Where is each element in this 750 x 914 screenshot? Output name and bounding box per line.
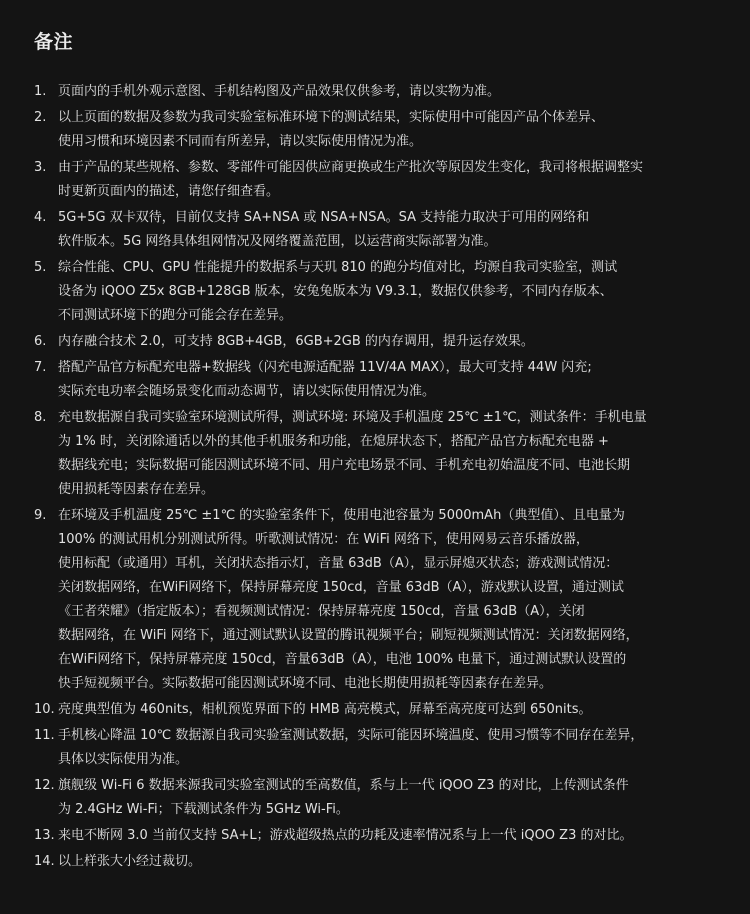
note-item — [34, 356, 720, 404]
note-item — [34, 504, 720, 696]
page-title: 备注 — [34, 31, 74, 53]
note-text: 在环境及手机温度 25℃ ±1℃ 的实验室条件下，使用电池容量为 5000mAh（典型值）、且电量为 100% 的测试用机分别测试所得。听歌测试情况：在 WiFi 网络下，使用网易云音乐播放器， 使用标配（或通用）耳机，关闭状态指示灯，音量 63dB（A），显示屏熄灭状态；游戏测试情况： 关闭数据网络，在WiFi网络下，保持屏幕亮度 150cd，音量 63dB（A），游戏默认设置，通过测试 《王者荣耀》（指定版本）；看视频测试情况：保持屏幕亮度 150cd，音量 63dB（A），关闭 数据网络，在 WiFi 网络下，通过测试默认设置的腾讯视频平台；刷短视频测试情况：关闭数据网络， 在WiFi网络下，保持屏幕亮度 150cd，音量63dB（A），电池 100% 电量下，通过测试默认设置的 快手短视频平台。实际数据可能因测试环境不同、电池长期使用损耗等因素存在差异。 — [58, 508, 639, 691]
note-text: 内存融合技术 2.0，可支持 8GB+4GB，6GB+2GB 的内存调用，提升运存效果。 — [58, 334, 534, 349]
note-number: 6. — [34, 334, 47, 349]
note-number: 14. — [34, 854, 55, 869]
note-number: 9. — [34, 508, 47, 523]
note-text: 充电数据源自我司实验室环境测试所得，测试环境: 环境及手机温度 25℃ ±1℃，测试条件：手机电量 为 1% 时，关闭除通话以外的其他手机服务和功能，在熄屏状态下，搭配产品官方标配充电器 + 数据线充电；实际数据可能因测试环境不同、用户充电场景不同、手机充电初始温度不同、电池长期 使用损耗等因素存在差异。 — [58, 410, 647, 497]
note-item — [34, 698, 720, 722]
note-item — [34, 406, 720, 502]
note-text: 旗舰级 Wi-Fi 6 数据来源我司实验室测试的至高数值，系与上一代 iQOO Z3 的对比，上传测试条件 为 2.4GHz Wi-Fi；下载测试条件为 5GHz Wi-Fi。 — [58, 778, 629, 817]
note-number: 7. — [34, 360, 47, 375]
note-number: 8. — [34, 410, 47, 425]
note-item — [34, 724, 720, 772]
note-item — [34, 106, 720, 154]
notes-list — [34, 80, 720, 874]
note-text: 页面内的手机外观示意图、手机结构图及产品效果仅供参考，请以实物为准。 — [58, 84, 501, 99]
note-text: 来电不断网 3.0 当前仅支持 SA+L；游戏超级热点的功耗及速率情况系与上一代 iQOO Z3 的对比。 — [58, 828, 633, 843]
note-number: 4. — [34, 210, 47, 225]
note-number: 11. — [34, 728, 55, 743]
note-item — [34, 206, 720, 254]
note-text: 以上页面的数据及参数为我司实验室标准环境下的测试结果，实际使用中可能因产品个体差异、 使用习惯和环境因素不同而有所差异，请以实际使用情况为准。 — [58, 110, 605, 149]
note-number: 5. — [34, 260, 47, 275]
note-text: 手机核心降温 10℃ 数据源自我司实验室测试数据，实际可能因环境温度、使用习惯等不同存在差异， 具体以实际使用为准。 — [58, 728, 644, 767]
note-number: 2. — [34, 110, 47, 125]
note-text: 搭配产品官方标配充电器+数据线（闪充电源适配器 11V/4A MAX），最大可支持 44W 闪充; 实际充电功率会随场景变化而动态调节，请以实际使用情况为准。 — [58, 360, 592, 399]
note-item — [34, 256, 720, 328]
note-text: 综合性能、CPU、GPU 性能提升的数据系与天玑 810 的跑分均值对比，均源自我司实验室，测试 设备为 iQOO Z5x 8GB+128GB 版本，安兔兔版本为 V9.3.1，数据仅供参考，不同内存版本、 不同测试环境下的跑分可能会存在差异。 — [58, 260, 618, 323]
note-text: 亮度典型值为 460nits，相机预览界面下的 HMB 高亮模式，屏幕至高亮度可达到 650nits。 — [58, 702, 592, 717]
note-item — [34, 774, 720, 822]
note-number: 3. — [34, 160, 47, 175]
note-number: 13. — [34, 828, 55, 843]
note-text: 5G+5G 双卡双待，目前仅支持 SA+NSA 或 NSA+NSA。SA 支持能力取决于可用的网络和 软件版本。5G 网络具体组网情况及网络覆盖范围，以运营商实际部署为准。 — [58, 210, 590, 249]
note-number: 10. — [34, 702, 55, 717]
note-text: 以上样张大小经过裁切。 — [58, 854, 202, 869]
note-number: 1. — [34, 84, 47, 99]
note-item — [34, 156, 720, 204]
note-text: 由于产品的某些规格、参数、零部件可能因供应商更换或生产批次等原因发生变化，我司将根据调整实 时更新页面内的描述，请您仔细查看。 — [58, 160, 644, 199]
note-item — [34, 850, 720, 874]
note-item — [34, 824, 720, 848]
note-item — [34, 80, 720, 104]
note-item — [34, 330, 720, 354]
note-number: 12. — [34, 778, 55, 793]
